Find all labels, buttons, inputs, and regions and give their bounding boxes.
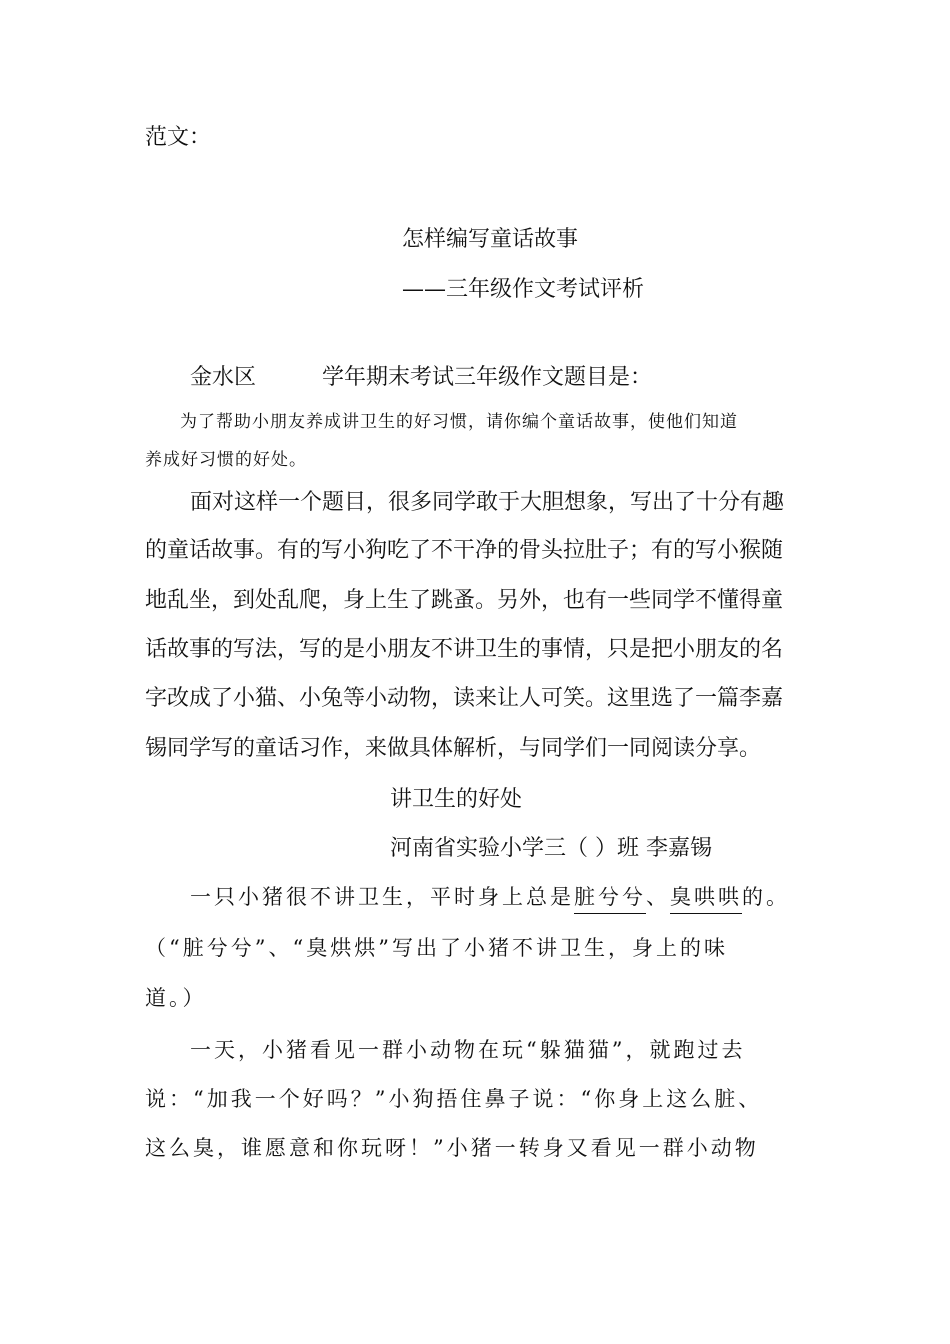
essay-paragraph-1 (190, 887, 790, 908)
commentary-line: 的童话故事。有的写小狗吃了不干净的骨头拉肚子；有的写小猴随 (145, 538, 784, 563)
article-title: 怎样编写童话故事 (402, 227, 579, 252)
sample-label: 范文： (145, 125, 212, 150)
annotation-line: 道。） (145, 986, 207, 1010)
underlined-phrase: 脏兮兮 (574, 885, 646, 914)
commentary-line: 话故事的写法，写的是小朋友不讲卫生的事情，只是把小朋友的名 (145, 637, 784, 662)
essay-paragraph-line: 说：“加我一个好吗？”小狗捂住鼻子说：“你身上这么脏、 (145, 1087, 763, 1111)
district-name: 金水区 (190, 365, 257, 390)
prompt-line: 养成好习惯的好处。 (145, 450, 307, 470)
annotation-line: （“脏兮兮”、“臭烘烘”写出了小猪不讲卫生，身上的味 (145, 936, 728, 960)
essay-paragraph-line: 一天，小猪看见一群小动物在玩“躲猫猫”，就跑过去 (190, 1038, 746, 1062)
commentary-line: 面对这样一个题目，很多同学敢于大胆想象，写出了十分有趣 (190, 490, 785, 515)
prompt-line: 为了帮助小朋友养成讲卫生的好习惯，请你编个童话故事，使他们知道 (180, 412, 738, 432)
commentary-line: 地乱坐，到处乱爬，身上生了跳蚤。另外，也有一些同学不懂得童 (145, 588, 784, 613)
essay-text: 一只小猪很不讲卫生，平时身上总是 (190, 885, 574, 909)
essay-author: 河南省实验小学三（ ）班 李嘉锡 (390, 836, 712, 861)
essay-text: 、 (646, 885, 670, 909)
underlined-phrase: 臭哄哄 (670, 885, 742, 914)
commentary-line: 锡同学写的童话习作，来做具体解析，与同学们一同阅读分享。 (145, 736, 762, 761)
exam-question-intro: 学年期末考试三年级作文题目是： (322, 365, 653, 390)
article-subtitle: ——三年级作文考试评析 (402, 277, 645, 302)
essay-title: 讲卫生的好处 (390, 787, 523, 812)
essay-text: 的。 (742, 885, 790, 909)
essay-paragraph-line: 这么臭，谁愿意和你玩呀！”小猪一转身又看见一群小动物 (145, 1136, 759, 1160)
commentary-line: 字改成了小猫、小兔等小动物，读来让人可笑。这里选了一篇李嘉 (145, 686, 784, 711)
